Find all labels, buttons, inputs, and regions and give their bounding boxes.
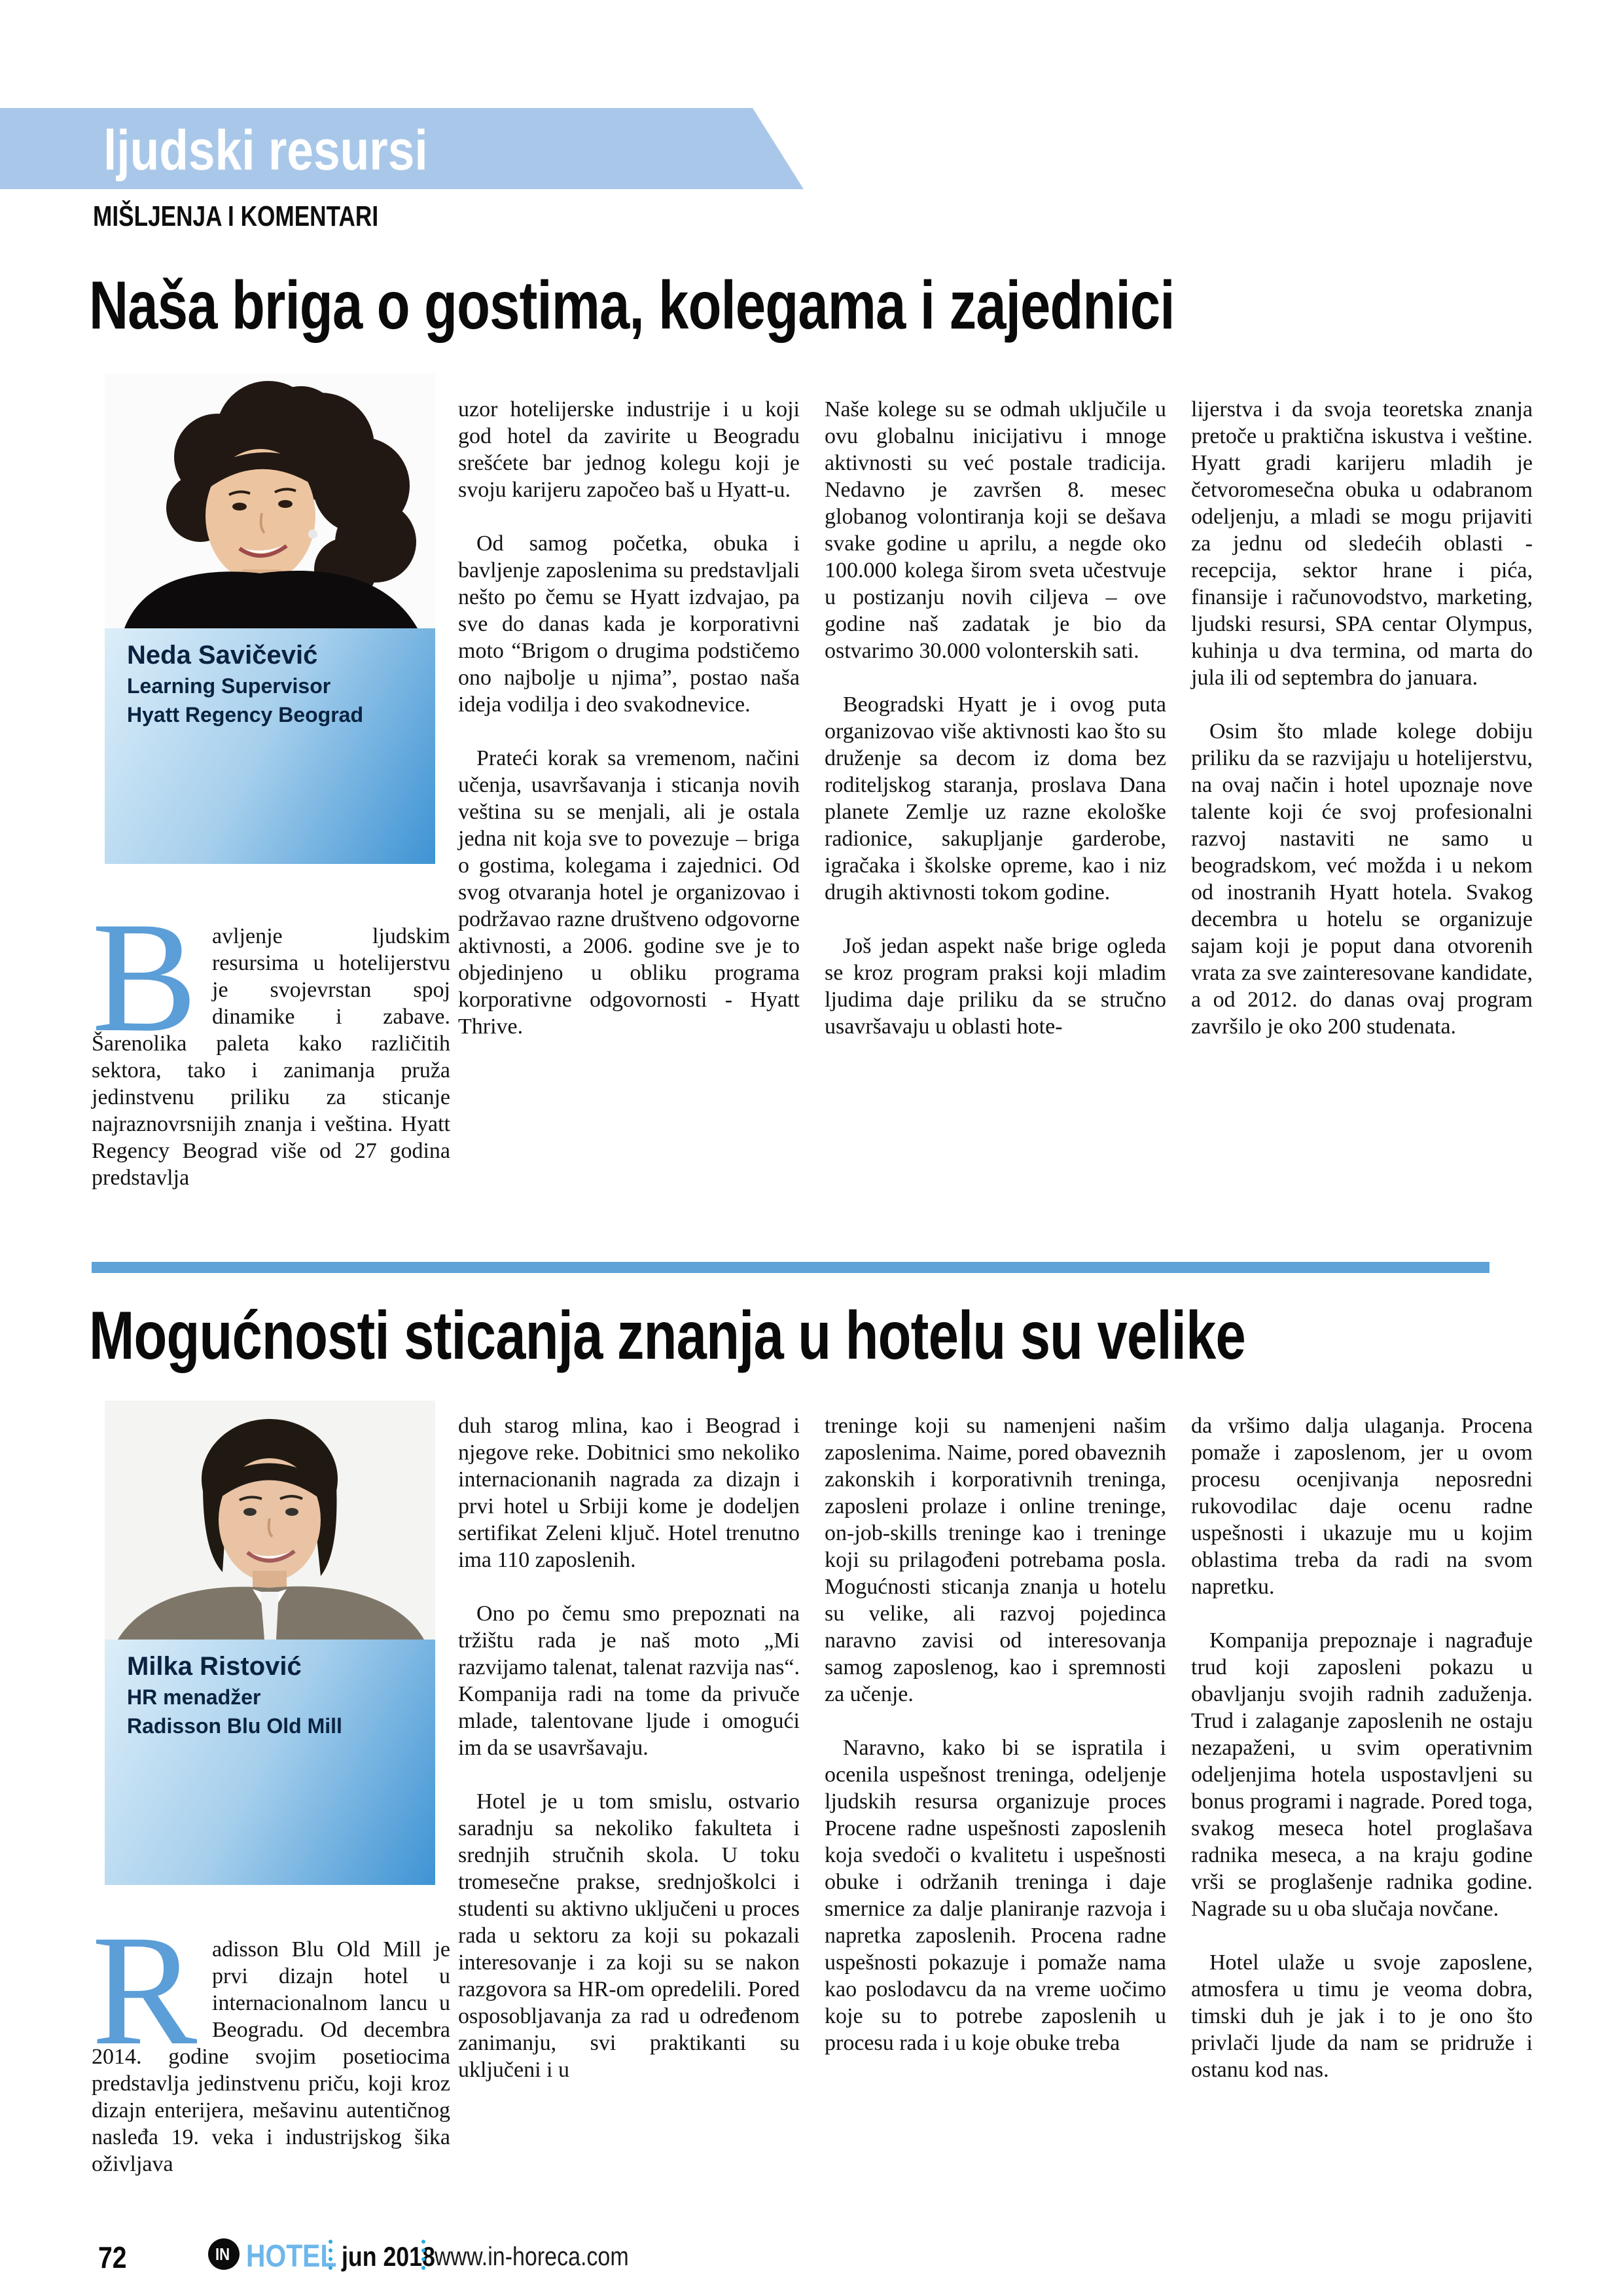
article1-column-4 <box>1191 396 1533 1040</box>
drop-cap: B <box>92 889 198 1065</box>
kicker: MIŠLJENJA I KOMENTARI <box>93 200 379 232</box>
drop-cap: R <box>92 1903 198 2078</box>
author-name: Neda Savičević <box>127 641 318 670</box>
magazine-logo-text: HOTEL <box>246 2239 337 2274</box>
article1-title: Naša briga o gostima, kolegama i zajednici <box>89 268 1175 344</box>
paragraph: Naše kolege su se odmah uključile u ovu globalnu inicijativu i mnoge aktivnosti su već postale tradicija. Nedavno je završen 8. mesec globanog volontiranja koji se dešava svake godine u aprilu, a negde oko 100.000 kolega širom sveta učestvuje u postizanju novih ciljeva – ove godine naš zadatak je bio da ostvarimo 30.000 volonterskih sati. <box>825 397 1166 663</box>
section-divider <box>92 1262 1489 1273</box>
paragraph: Ono po čemu smo prepoznati na tržištu rada je naš moto „Mi razvijamo talenat, talenat razvija nas“. Kompanija radi na tome da privuče mlade, talentovane ljude i omogući im da se usavršavaju. <box>458 1602 800 1760</box>
website-url: www.in-horeca.com <box>435 2242 629 2271</box>
author-role: Learning Supervisor <box>127 674 331 698</box>
paragraph: Naravno, kako bi se ispratila i ocenila uspešnost treninga, odeljenje ljudskih resursa organizuje proces Procene radne uspešnosti zaposlenih koja svedoči o kvalitetu i uspešnosti obuke i održanih treninga i daje smernice za dalje planiranje razvoja i napretka zaposlenih. Procena radne uspešnosti pokazuje i pomaže nama kao poslodavcu da na vreme uočimo koje su to potrebe zaposlenih u procesu rada i u koje obuke treba <box>825 1736 1166 2055</box>
portrait-photo-milka-ristovic <box>105 1401 435 1640</box>
author-company: Hyatt Regency Beograd <box>127 703 363 726</box>
paragraph: Hotel ulaže u svoje zaposlene, atmosfera u timu je veoma dobra, timski duh je jak i to je ono što privlači ljude da nam se pridruže i ostanu kod nas. <box>1191 1950 1533 2082</box>
article2-author-card <box>105 1401 435 1885</box>
page-footer <box>0 2238 1623 2278</box>
author-name: Milka Ristović <box>127 1652 302 1681</box>
paragraph: uzor hotelijerske industrije i u koji god hotel da zavirite u Beogradu srešćete bar jednog kolegu koji je svoju karijeru započeo baš u Hyatt-u. <box>458 397 800 502</box>
author-role: HR menadžer <box>127 1685 261 1709</box>
paragraph: lijerstva i da svoja teoretska znanja pretoče u praktična iskustva i veštine. Hyatt gradi karijeru mladih je četvoromesečna obuka u odabranom odeljenju, a mladi se mogu prijaviti za jednu od sledećih oblasti - recepcija, sektor hrane i pića, finansije i računovodstvo, marketing, ljudski resursi, SPA centar Olympus, kuhinja u dva termina, od marta do jula ili od septembra do januara. <box>1191 397 1533 690</box>
footer-separator <box>421 2240 425 2270</box>
page-number: 72 <box>98 2240 127 2274</box>
paragraph: R adisson Blu Old Mill je prvi dizajn hotel u internacionalnom lancu u Beogradu. Od decembra 2014. godine svojim posetiocima predstavlja jedinstvenu priču, koji kroz dizajn enterijera, mešavinu autentičnog nasleđa 19. veka i industrijskog šika oživljava <box>92 1903 450 2176</box>
paragraph: Osim što mlade kolege dobiju priliku da se razvijaju u hotelijerstvu, na ovaj način i hotel upoznaje nove talente koji će svoj profesionalni razvoj nastaviti ne samo u beogradskom, već možda i u nekom od inostranih Hyatt hotela. Svakog decembra u hotelu se organizuje sajam koji je poput dana otvorenih vrata za sve zainteresovane kandidate, a od 2012. do danas ovaj program završilo je oko 200 studenata. <box>1191 719 1533 1039</box>
article1-column-3 <box>825 396 1166 1040</box>
author-company: Radisson Blu Old Mill <box>127 1714 342 1738</box>
paragraph: duh starog mlina, kao i Beograd i njegove reke. Dobitnici smo nekoliko internacionanih nagrada za dizajn i prvi hotel u Srbiji kome je dodeljen sertifikat Zeleni ključ. Hotel trenutno ima 110 zaposlenih. <box>458 1414 800 1572</box>
article1-author-card <box>105 373 435 864</box>
issue-date: jun 2018 <box>342 2241 435 2272</box>
footer-separator <box>329 2240 332 2270</box>
paragraph: Kompanija prepoznaje i nagrađuje trud koji zaposleni pokazu u obavljanju svojih radnih zaduženja. Trud i zalaganje zaposlenih ne ostaju nezapaženi, u svim operativnim odeljenjima hotela uspostavljeni su bonus programi i nagrade. Pored toga, svakog meseca hotel proglašava radnika meseca, a na kraju godine vrši se proglašenje radnika godine. Nagrade su u oba slučaja novčane. <box>1191 1628 1533 1921</box>
paragraph: Prateći korak sa vremenom, načini učenja, usavršavanja i sticanja novih veština su se menjali, ali je ostala jedna nit koja sve to povezuje – briga o gostima, kolegama i zajednici. Od svog otvaranja hotel je organizovao i podržavao razne društveno odgovorne aktivnosti, a 2006. godine sve je to objedinjeno u obliku programa korporativne odgovornosti - Hyatt Thrive. <box>458 746 800 1039</box>
author-caption <box>105 1640 435 1885</box>
portrait-photo-neda-savicevic <box>105 373 435 628</box>
paragraph: Od samog početka, obuka i bavljenje zaposlenima su predstavljali nešto po čemu se Hyatt izdvajao, pa sve do danas kada je korporativni moto “Brigom o drugima podstičemo ono najbolje u njima”, postao naša ideja vodilja i deo svakodnevice. <box>458 531 800 717</box>
in-hotel-logo-icon: IN <box>208 2238 240 2270</box>
article2-title: Mogućnosti sticanja znanja u hotelu su velike <box>89 1298 1246 1374</box>
paragraph: Hotel je u tom smislu, ostvario saradnju sa nekoliko fakulteta i srednjih stručnih skola. U toku tromesečne prakse, srednjoškolci i studenti su aktivno uključeni u proces rada u sektoru za koji su pokazali interesovanje i za koji su se nakon razgovora sa HR-om opredelili. Pored osposobljavanja za rad u određenom zanimanju, svi praktikanti su uključeni i u <box>458 1789 800 2082</box>
paragraph: B avljenje ljudskim resursima u hotelijerstvu je svojevrstan spoj dinamike i zabave. Šarenolika paleta kako različitih sektora, tako i zanimanja pruža jedinstvenu priliku za sticanje najraznovrsnijih znanja i veština. Hyatt Regency Beograd više od 27 godina predstavlja <box>92 889 450 1190</box>
paragraph: Još jedan aspekt naše brige ogleda se kroz program praksi koji mladim ljudima daje priliku da se stručno usavršavaju u oblasti hote- <box>825 934 1166 1039</box>
article2-column-4 <box>1191 1412 1533 2083</box>
article1-column-2 <box>458 396 800 1040</box>
article1-column-1 <box>92 889 450 1191</box>
author-caption <box>105 628 435 864</box>
article2-column-3 <box>825 1412 1166 2056</box>
article2-column-2 <box>458 1412 800 2083</box>
paragraph: da vršimo dalja ulaganja. Procena pomaže i zaposlenom, jer u ovom procesu ocenjivanja neposredni rukovodilac daje ocenu radne uspešnosti i ukazuje mu u kojim oblastima treba da radi na svom napretku. <box>1191 1414 1533 1599</box>
paragraph: Beogradski Hyatt je i ovog puta organizovao više aktivnosti kao što su druženje sa decom iz doma bez roditeljskog staranja, proslava Dana planete Zemlje uz razne ekološke radionice, sakupljanje garderobe, igračaka i školske opreme, kao i niz drugih aktivnosti tokom godine. <box>825 692 1166 905</box>
article2-column-1 <box>92 1903 450 2178</box>
section-label: ljudski resursi <box>103 119 428 182</box>
paragraph: treninge koji su namenjeni našim zaposlenima. Naime, pored obaveznih zakonskih i korporativnih treninga, zaposleni prolaze i online treninge, on-job-skills treninge kao i treninge koji su prilagođeni potrebama posla. Mogućnosti sticanja znanja u hotelu su velike, ali razvoj pojedinca naravno zavisi od interesovanja samog zaposlenog, kao i spremnosti za učenje. <box>825 1414 1166 1706</box>
